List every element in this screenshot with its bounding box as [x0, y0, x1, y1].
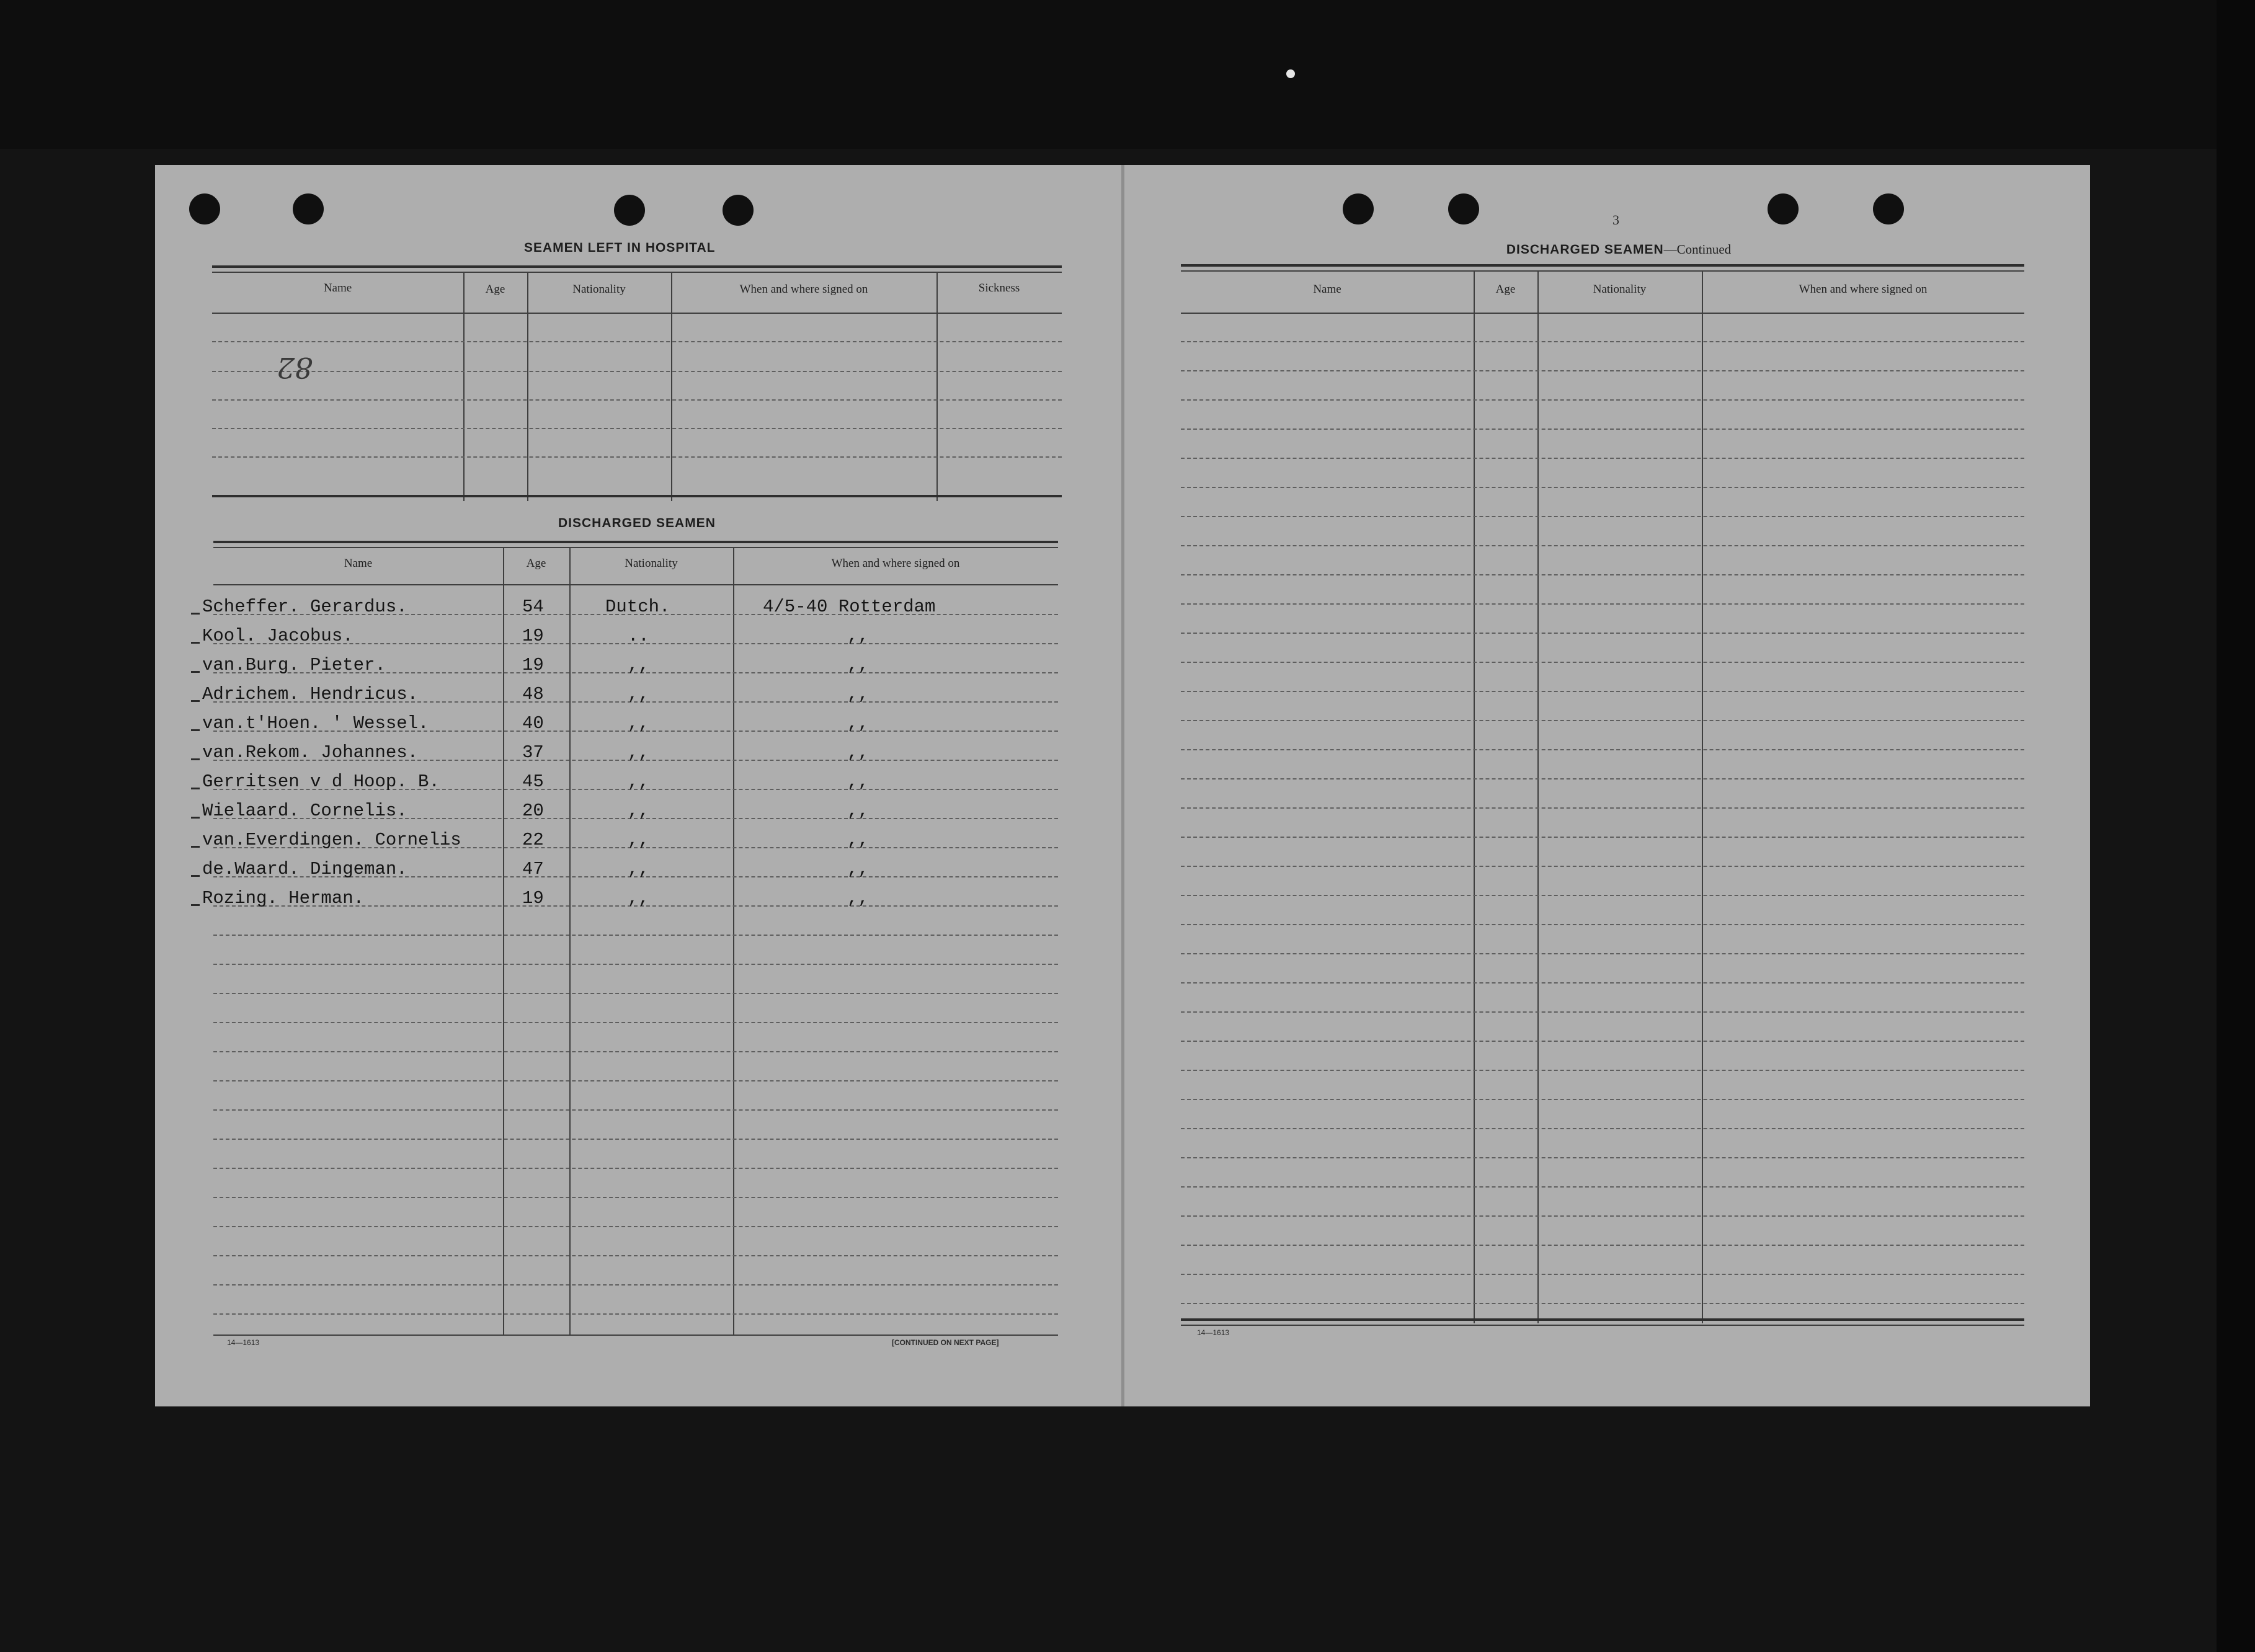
- seaman-nationality: ,,: [628, 830, 649, 850]
- discharged-header-age: Age: [526, 557, 546, 570]
- discharged-continued-table: [1181, 264, 2024, 1493]
- seaman-name: van.Rekom. Johannes.: [202, 742, 419, 763]
- scan-right-border: [2217, 0, 2255, 1652]
- hospital-header-name: Name: [323, 282, 352, 295]
- right-title-suffix: —Continued: [1663, 242, 1732, 257]
- scan-top-border: [0, 0, 2255, 149]
- seaman-age: 37: [522, 742, 544, 763]
- seaman-signed-on: ,,: [847, 771, 869, 792]
- seaman-signed-on: ,,: [847, 888, 869, 908]
- document-sheet: [155, 165, 2090, 1406]
- handwritten-number: 82: [277, 351, 313, 384]
- seaman-age: 20: [522, 801, 544, 821]
- hospital-header-sickness: Sickness: [978, 282, 1020, 295]
- punch-hole: [1768, 193, 1799, 224]
- seaman-nationality: ,,: [628, 713, 649, 734]
- continued-note: [CONTINUED ON NEXT PAGE]: [892, 1338, 999, 1347]
- seaman-name: van.t'Hoen. ' Wessel.: [202, 713, 429, 734]
- row-tick-mark: [191, 729, 200, 731]
- hospital-header-signed-on: When and where signed on: [739, 283, 868, 296]
- seaman-name: van.Everdingen. Cornelis: [202, 830, 461, 850]
- row-tick-mark: [191, 613, 200, 615]
- punch-hole: [723, 195, 754, 226]
- seaman-nationality: ,,: [628, 888, 649, 908]
- right-form-number: 14—1613: [1197, 1328, 1230, 1337]
- seaman-name: van.Burg. Pieter.: [202, 655, 386, 675]
- punch-hole: [293, 193, 324, 224]
- discharged-section-title: DISCHARGED SEAMEN: [558, 516, 716, 530]
- row-tick-mark: [191, 817, 200, 819]
- seaman-age: 54: [522, 597, 544, 617]
- punch-hole: [1343, 193, 1374, 224]
- seaman-name: Kool. Jacobus.: [202, 626, 354, 646]
- hospital-section-title: SEAMEN LEFT IN HOSPITAL: [524, 241, 716, 255]
- seaman-name: Wielaard. Cornelis.: [202, 801, 407, 821]
- seaman-name: Rozing. Herman.: [202, 888, 365, 908]
- row-tick-mark: [191, 758, 200, 760]
- page-fold: [1121, 165, 1124, 1406]
- right-header-signed-on: When and where signed on: [1799, 283, 1928, 296]
- right-section-title: [1457, 242, 1780, 257]
- seaman-age: 19: [522, 888, 544, 908]
- seaman-nationality: ,,: [628, 684, 649, 704]
- seaman-name: Scheffer. Gerardus.: [202, 597, 407, 617]
- seaman-nationality: ..: [628, 626, 649, 646]
- seaman-age: 48: [522, 684, 544, 704]
- hospital-header-age: Age: [485, 283, 505, 296]
- discharged-header-nationality: Nationality: [625, 557, 678, 570]
- seaman-age: 19: [522, 655, 544, 675]
- row-tick-mark: [191, 700, 200, 702]
- seaman-age: 22: [522, 830, 544, 850]
- page-number: 3: [1612, 212, 1619, 228]
- seaman-nationality: Dutch.: [605, 597, 670, 617]
- seaman-age: 19: [522, 626, 544, 646]
- punch-hole: [1448, 193, 1479, 224]
- seaman-age: 47: [522, 859, 544, 879]
- seaman-signed-on: ,,: [847, 859, 869, 879]
- seaman-name: de.Waard. Dingeman.: [202, 859, 407, 879]
- seaman-name: Adrichem. Hendricus.: [202, 684, 419, 704]
- scan-speck: [1286, 69, 1295, 78]
- seaman-nationality: ,,: [628, 859, 649, 879]
- seaman-age: 45: [522, 771, 544, 792]
- seaman-age: 40: [522, 713, 544, 734]
- row-tick-mark: [191, 642, 200, 644]
- seaman-nationality: ,,: [628, 742, 649, 763]
- seaman-nationality: ,,: [628, 801, 649, 821]
- row-tick-mark: [191, 846, 200, 848]
- row-tick-mark: [191, 904, 200, 906]
- seaman-nationality: ,,: [628, 655, 649, 675]
- right-header-nationality: Nationality: [1593, 283, 1647, 296]
- seaman-signed-on: ,,: [847, 830, 869, 850]
- seaman-signed-on: ,,: [847, 684, 869, 704]
- discharged-header-signed-on: When and where signed on: [831, 557, 960, 570]
- seaman-signed-on: 4/5-40 Rotterdam: [763, 597, 936, 617]
- punch-hole: [614, 195, 645, 226]
- discharged-header-name: Name: [344, 557, 373, 570]
- seaman-signed-on: ,,: [847, 742, 869, 763]
- right-title-bold: DISCHARGED SEAMEN: [1506, 242, 1664, 257]
- seaman-signed-on: ,,: [847, 713, 869, 734]
- seaman-nationality: ,,: [628, 771, 649, 792]
- row-tick-mark: [191, 875, 200, 877]
- row-tick-mark: [191, 788, 200, 789]
- row-tick-mark: [191, 671, 200, 673]
- seaman-signed-on: ,,: [847, 655, 869, 675]
- right-header-age: Age: [1495, 283, 1516, 296]
- hospital-header-nationality: Nationality: [572, 283, 626, 296]
- punch-hole: [1873, 193, 1904, 224]
- seaman-signed-on: ,,: [847, 626, 869, 646]
- seaman-signed-on: ,,: [847, 801, 869, 821]
- right-header-name: Name: [1313, 283, 1341, 296]
- left-form-number: 14—1613: [227, 1338, 260, 1347]
- punch-hole: [189, 193, 220, 224]
- seaman-name: Gerritsen v d Hoop. B.: [202, 771, 440, 792]
